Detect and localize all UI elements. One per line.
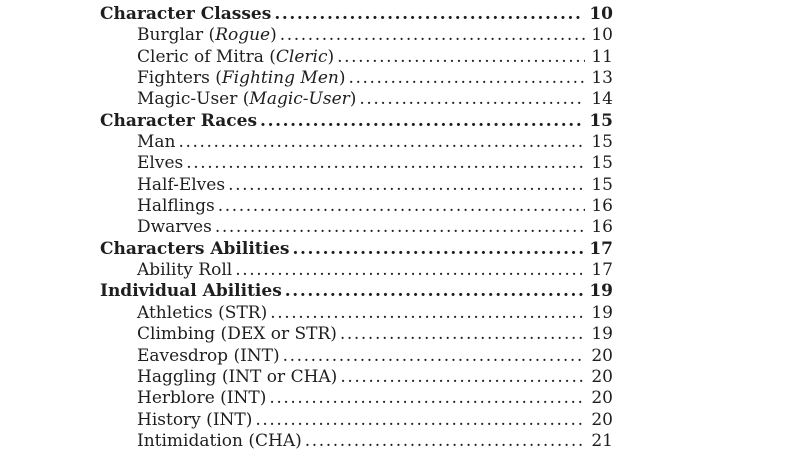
toc-entry-page-number: 15 xyxy=(591,132,613,153)
dot-leader xyxy=(285,281,585,302)
dot-leader xyxy=(215,217,585,238)
toc-entry-page-number: 10 xyxy=(589,4,613,24)
toc-entry-label: History (INT) xyxy=(137,409,253,430)
dot-leader xyxy=(348,68,585,89)
toc-entry xyxy=(100,4,613,25)
toc-entry-page-number: 20 xyxy=(591,388,613,409)
dot-leader xyxy=(270,303,585,324)
toc-entry xyxy=(100,324,613,345)
toc-entry-label: Character Races xyxy=(100,110,258,131)
toc-entry xyxy=(100,388,613,409)
toc-entry xyxy=(100,217,613,238)
toc-entry xyxy=(100,303,613,324)
toc-entry-page-number: 14 xyxy=(591,89,613,110)
toc-entry-label: Halflings xyxy=(137,196,215,217)
toc-entry xyxy=(100,153,613,174)
toc-entry-label: Individual Abilities xyxy=(100,281,282,302)
toc-entry-label: Character Classes xyxy=(100,4,272,24)
toc-entry-page-number: 10 xyxy=(591,25,613,46)
toc-entry xyxy=(100,132,613,153)
dot-leader xyxy=(337,47,585,68)
toc-entry-page-number: 13 xyxy=(591,68,613,89)
dot-leader xyxy=(293,239,585,260)
toc-entry xyxy=(100,260,613,281)
dot-leader xyxy=(179,132,586,153)
dot-leader xyxy=(186,153,585,174)
dot-leader xyxy=(359,89,585,110)
toc-entry-page-number: 17 xyxy=(589,238,613,259)
dot-leader xyxy=(255,410,585,431)
toc-entry xyxy=(100,25,613,46)
dot-leader xyxy=(340,324,585,345)
toc-entry xyxy=(100,431,613,452)
toc-entry xyxy=(100,346,613,367)
toc-entry xyxy=(100,175,613,196)
toc-entry-page-number: 15 xyxy=(589,110,613,131)
table-of-contents xyxy=(100,4,613,452)
toc-entry-label: Herblore (INT) xyxy=(137,388,267,409)
dot-leader xyxy=(305,431,585,452)
toc-entry xyxy=(100,281,613,302)
dot-leader xyxy=(274,4,584,25)
toc-entry-page-number: 20 xyxy=(591,366,613,387)
toc-entry-label: Burglar (Rogue) xyxy=(137,25,277,46)
toc-entry-label: Fighters (Fighting Men) xyxy=(137,68,346,89)
dot-leader xyxy=(283,346,585,367)
toc-entry-page-number: 20 xyxy=(591,409,613,430)
toc-entry xyxy=(100,68,613,89)
toc-entry-page-number: 16 xyxy=(591,217,613,238)
toc-entry-label: Haggling (INT or CHA) xyxy=(137,366,338,387)
toc-entry-label: Cleric of Mitra (Cleric) xyxy=(137,46,335,67)
dot-leader xyxy=(218,196,585,217)
toc-entry-label: Man xyxy=(137,132,176,153)
toc-entry-page-number: 17 xyxy=(591,260,613,281)
toc-entry-label: Ability Roll xyxy=(137,260,233,281)
toc-entry-label: Dwarves xyxy=(137,217,212,238)
toc-entry xyxy=(100,367,613,388)
dot-leader xyxy=(228,175,585,196)
toc-entry-page-number: 20 xyxy=(591,345,613,366)
toc-entry-page-number: 19 xyxy=(591,324,613,345)
toc-entry-label: Intimidation (CHA) xyxy=(137,430,302,451)
toc-entry-label: Elves xyxy=(137,153,184,174)
toc-entry-label: Eavesdrop (INT) xyxy=(137,345,280,366)
toc-entry xyxy=(100,196,613,217)
toc-entry xyxy=(100,239,613,260)
toc-entry-label: Athletics (STR) xyxy=(137,302,268,323)
dot-leader xyxy=(280,25,585,46)
toc-entry-page-number: 15 xyxy=(591,174,613,195)
toc-entry-page-number: 21 xyxy=(591,430,613,451)
toc-entry xyxy=(100,410,613,431)
toc-entry-label: Half-Elves xyxy=(137,174,226,195)
dot-leader xyxy=(235,260,585,281)
toc-entry-label: Climbing (DEX or STR) xyxy=(137,324,337,345)
toc-entry-page-number: 19 xyxy=(589,281,613,302)
toc-entry xyxy=(100,111,613,132)
toc-entry-page-number: 19 xyxy=(591,302,613,323)
toc-entry-label: Characters Abilities xyxy=(100,238,290,259)
toc-entry-label: Magic-User (Magic-User) xyxy=(137,89,357,110)
dot-leader xyxy=(260,111,584,132)
toc-entry-page-number: 16 xyxy=(591,196,613,217)
toc-entry-page-number: 15 xyxy=(591,153,613,174)
dot-leader xyxy=(340,367,585,388)
toc-entry xyxy=(100,47,613,68)
toc-entry-page-number: 11 xyxy=(591,46,613,67)
dot-leader xyxy=(269,388,585,409)
toc-entry xyxy=(100,89,613,110)
